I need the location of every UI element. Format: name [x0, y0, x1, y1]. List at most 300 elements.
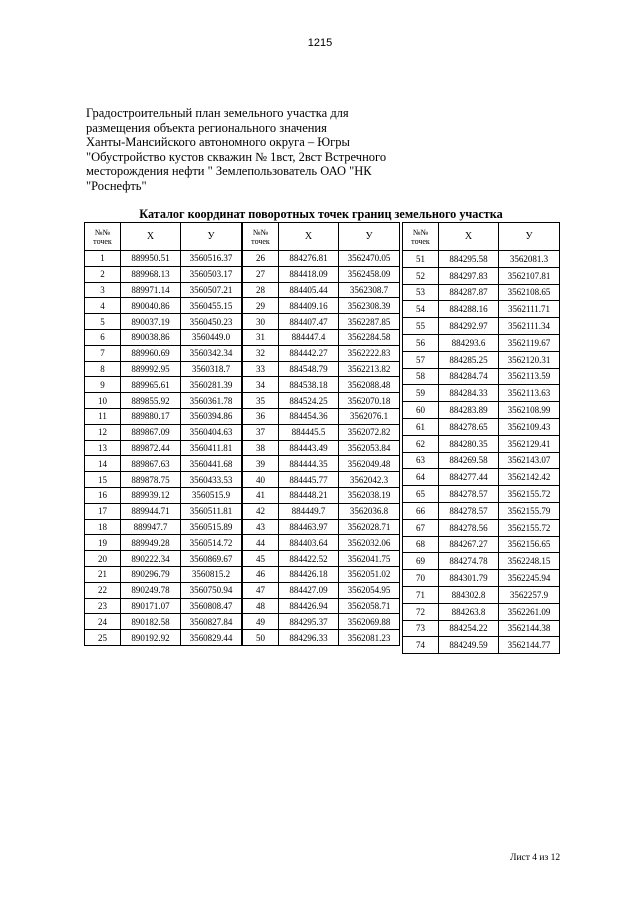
col-header-x: X — [279, 223, 339, 251]
y-coordinate-cell: 3562041.75 — [339, 551, 400, 567]
y-coordinate-cell: 3560827.84 — [181, 614, 242, 630]
x-coordinate-cell: 884285.25 — [439, 351, 499, 368]
x-coordinate-cell: 884267.27 — [439, 536, 499, 553]
point-number-cell: 15 — [85, 472, 121, 488]
table-row — [85, 329, 242, 345]
y-coordinate-cell: 3560815.2 — [181, 566, 242, 582]
point-number-cell: 24 — [85, 614, 121, 630]
x-coordinate-cell: 889878.75 — [121, 472, 181, 488]
table-row — [403, 385, 560, 402]
y-coordinate-cell: 3562111.71 — [499, 301, 560, 318]
table-row — [85, 503, 242, 519]
header-line: "Роснефть" — [86, 178, 147, 193]
x-coordinate-cell: 884426.94 — [279, 598, 339, 614]
x-coordinate-cell: 884274.78 — [439, 553, 499, 570]
point-number-cell: 41 — [243, 487, 279, 503]
table-row — [403, 570, 560, 587]
table-row — [243, 487, 400, 503]
table-row — [243, 503, 400, 519]
table-row — [403, 502, 560, 519]
table-row — [403, 603, 560, 620]
x-coordinate-cell: 884449.7 — [279, 503, 339, 519]
point-number-cell: 53 — [403, 284, 439, 301]
table-row — [85, 408, 242, 424]
x-coordinate-cell: 884445.5 — [279, 424, 339, 440]
table-row — [403, 368, 560, 385]
point-number-cell: 23 — [85, 598, 121, 614]
point-number-cell: 32 — [243, 345, 279, 361]
point-number-cell: 30 — [243, 314, 279, 330]
point-number-cell: 18 — [85, 519, 121, 535]
table-row — [243, 519, 400, 535]
x-coordinate-cell: 884301.79 — [439, 570, 499, 587]
point-number-cell: 56 — [403, 334, 439, 351]
table-row — [85, 314, 242, 330]
point-number-cell: 26 — [243, 251, 279, 267]
point-number-cell: 49 — [243, 614, 279, 630]
y-coordinate-cell: 3560515.9 — [181, 487, 242, 503]
page-number: 1215 — [307, 37, 333, 49]
y-coordinate-cell: 3562113.59 — [499, 368, 560, 385]
point-number-cell: 3 — [85, 282, 121, 298]
table-row — [85, 551, 242, 567]
table-title: Каталог координат поворотных точек границ земельного участка — [139, 207, 503, 221]
table-row — [243, 472, 400, 488]
x-coordinate-cell: 884278.65 — [439, 418, 499, 435]
point-number-cell: 46 — [243, 566, 279, 582]
y-coordinate-cell: 3562054.95 — [339, 582, 400, 598]
point-number-cell: 63 — [403, 452, 439, 469]
y-coordinate-cell: 3560404.63 — [181, 424, 242, 440]
y-coordinate-cell: 3562042.3 — [339, 472, 400, 488]
x-coordinate-cell: 884263.8 — [439, 603, 499, 620]
x-coordinate-cell: 884276.81 — [279, 251, 339, 267]
table-row — [243, 535, 400, 551]
table-row — [85, 566, 242, 582]
x-coordinate-cell: 884463.97 — [279, 519, 339, 535]
x-coordinate-cell: 884295.58 — [439, 251, 499, 268]
y-coordinate-cell: 3562248.15 — [499, 553, 560, 570]
x-coordinate-cell: 889968.13 — [121, 266, 181, 282]
table-row — [85, 487, 242, 503]
x-coordinate-cell: 884278.56 — [439, 519, 499, 536]
col-header-number: №№ точек — [85, 223, 121, 251]
col-header-y: У — [499, 223, 560, 251]
table-row — [403, 284, 560, 301]
y-coordinate-cell: 3562155.72 — [499, 486, 560, 503]
y-coordinate-cell: 3562156.65 — [499, 536, 560, 553]
x-coordinate-cell: 884409.16 — [279, 298, 339, 314]
point-number-cell: 31 — [243, 329, 279, 345]
y-coordinate-cell: 3562222.83 — [339, 345, 400, 361]
x-coordinate-cell: 884254.22 — [439, 620, 499, 637]
point-number-cell: 57 — [403, 351, 439, 368]
col-header-number: №№ точек — [403, 223, 439, 251]
point-number-cell: 7 — [85, 345, 121, 361]
x-coordinate-cell: 890038.86 — [121, 329, 181, 345]
y-coordinate-cell: 3562053.84 — [339, 440, 400, 456]
coordinates-table-1 — [84, 222, 242, 646]
x-coordinate-cell: 890037.19 — [121, 314, 181, 330]
y-coordinate-cell: 3562076.1 — [339, 408, 400, 424]
x-coordinate-cell: 884524.25 — [279, 393, 339, 409]
point-number-cell: 48 — [243, 598, 279, 614]
y-coordinate-cell: 3560516.37 — [181, 251, 242, 267]
table-row — [403, 536, 560, 553]
x-coordinate-cell: 884444.35 — [279, 456, 339, 472]
point-number-cell: 67 — [403, 519, 439, 536]
point-number-cell: 50 — [243, 630, 279, 646]
point-number-cell: 35 — [243, 393, 279, 409]
y-coordinate-cell: 3562081.23 — [339, 630, 400, 646]
table-row — [243, 329, 400, 345]
x-coordinate-cell: 884278.57 — [439, 502, 499, 519]
x-coordinate-cell: 884292.97 — [439, 318, 499, 335]
y-coordinate-cell: 3562070.18 — [339, 393, 400, 409]
point-number-cell: 39 — [243, 456, 279, 472]
table-row — [403, 301, 560, 318]
y-coordinate-cell: 3562213.82 — [339, 361, 400, 377]
table-row — [403, 519, 560, 536]
point-number-cell: 27 — [243, 266, 279, 282]
table-row — [243, 314, 400, 330]
y-coordinate-cell: 3560455.15 — [181, 298, 242, 314]
point-number-cell: 58 — [403, 368, 439, 385]
x-coordinate-cell: 884418.09 — [279, 266, 339, 282]
table-row — [85, 598, 242, 614]
header-line: месторождения нефти " Землепользователь ОАО "НК — [86, 164, 372, 178]
y-coordinate-cell: 3562038.19 — [339, 487, 400, 503]
x-coordinate-cell: 890171.07 — [121, 598, 181, 614]
point-number-cell: 45 — [243, 551, 279, 567]
table-row — [243, 251, 400, 267]
y-coordinate-cell: 3562155.79 — [499, 502, 560, 519]
x-coordinate-cell: 889965.61 — [121, 377, 181, 393]
point-number-cell: 52 — [403, 267, 439, 284]
y-coordinate-cell: 3562113.63 — [499, 385, 560, 402]
point-number-cell: 8 — [85, 361, 121, 377]
x-coordinate-cell: 884445.77 — [279, 472, 339, 488]
table-row — [403, 402, 560, 419]
point-number-cell: 22 — [85, 582, 121, 598]
table-row — [403, 418, 560, 435]
x-coordinate-cell: 889960.69 — [121, 345, 181, 361]
table-row — [403, 469, 560, 486]
point-number-cell: 55 — [403, 318, 439, 335]
point-number-cell: 65 — [403, 486, 439, 503]
point-number-cell: 43 — [243, 519, 279, 535]
y-coordinate-cell: 3562144.38 — [499, 620, 560, 637]
table-row — [85, 377, 242, 393]
x-coordinate-cell: 889971.14 — [121, 282, 181, 298]
x-coordinate-cell: 889947.7 — [121, 519, 181, 535]
y-coordinate-cell: 3562051.02 — [339, 566, 400, 582]
x-coordinate-cell: 884407.47 — [279, 314, 339, 330]
table-row — [85, 251, 242, 267]
y-coordinate-cell: 3560394.86 — [181, 408, 242, 424]
x-coordinate-cell: 889867.09 — [121, 424, 181, 440]
point-number-cell: 38 — [243, 440, 279, 456]
point-number-cell: 60 — [403, 402, 439, 419]
y-coordinate-cell: 3562069.88 — [339, 614, 400, 630]
y-coordinate-cell: 3560511.81 — [181, 503, 242, 519]
point-number-cell: 13 — [85, 440, 121, 456]
col-header-y: У — [181, 223, 242, 251]
point-number-cell: 28 — [243, 282, 279, 298]
y-coordinate-cell: 3562108.99 — [499, 402, 560, 419]
x-coordinate-cell: 884454.36 — [279, 408, 339, 424]
point-number-cell: 34 — [243, 377, 279, 393]
point-number-cell: 61 — [403, 418, 439, 435]
table-row — [403, 435, 560, 452]
y-coordinate-cell: 3562129.41 — [499, 435, 560, 452]
point-number-cell: 62 — [403, 435, 439, 452]
y-coordinate-cell: 3560515.89 — [181, 519, 242, 535]
y-coordinate-cell: 3560750.94 — [181, 582, 242, 598]
x-coordinate-cell: 884284.74 — [439, 368, 499, 385]
table-row — [243, 408, 400, 424]
x-coordinate-cell: 884287.87 — [439, 284, 499, 301]
table-row — [85, 345, 242, 361]
y-coordinate-cell: 3562081.3 — [499, 251, 560, 268]
x-coordinate-cell: 884427.09 — [279, 582, 339, 598]
y-coordinate-cell: 3560503.17 — [181, 266, 242, 282]
table-row — [403, 334, 560, 351]
y-coordinate-cell: 3562032.06 — [339, 535, 400, 551]
table-row — [403, 318, 560, 335]
point-number-cell: 11 — [85, 408, 121, 424]
table-row — [403, 637, 560, 654]
x-coordinate-cell: 884277.44 — [439, 469, 499, 486]
point-number-cell: 64 — [403, 469, 439, 486]
table-row — [403, 486, 560, 503]
point-number-cell: 37 — [243, 424, 279, 440]
x-coordinate-cell: 890296.79 — [121, 566, 181, 582]
table-row — [243, 266, 400, 282]
x-coordinate-cell: 890249.78 — [121, 582, 181, 598]
point-number-cell: 2 — [85, 266, 121, 282]
point-number-cell: 14 — [85, 456, 121, 472]
point-number-cell: 72 — [403, 603, 439, 620]
table-row — [403, 351, 560, 368]
point-number-cell: 36 — [243, 408, 279, 424]
x-coordinate-cell: 889950.51 — [121, 251, 181, 267]
table-row — [243, 298, 400, 314]
document-header — [86, 106, 416, 193]
x-coordinate-cell: 884296.33 — [279, 630, 339, 646]
point-number-cell: 20 — [85, 551, 121, 567]
point-number-cell: 59 — [403, 385, 439, 402]
sheet-counter: Лист 4 из 12 — [510, 853, 561, 863]
y-coordinate-cell: 3562119.67 — [499, 334, 560, 351]
y-coordinate-cell: 3562287.85 — [339, 314, 400, 330]
y-coordinate-cell: 3562049.48 — [339, 456, 400, 472]
point-number-cell: 10 — [85, 393, 121, 409]
x-coordinate-cell: 890182.58 — [121, 614, 181, 630]
y-coordinate-cell: 3560450.23 — [181, 314, 242, 330]
y-coordinate-cell: 3562257.9 — [499, 586, 560, 603]
x-coordinate-cell: 890222.34 — [121, 551, 181, 567]
table-row — [243, 345, 400, 361]
x-coordinate-cell: 889992.95 — [121, 361, 181, 377]
table-row — [243, 361, 400, 377]
y-coordinate-cell: 3562108.65 — [499, 284, 560, 301]
x-coordinate-cell: 884538.18 — [279, 377, 339, 393]
point-number-cell: 66 — [403, 502, 439, 519]
table-row — [403, 267, 560, 284]
y-coordinate-cell: 3562470.05 — [339, 251, 400, 267]
table-row — [85, 519, 242, 535]
y-coordinate-cell: 3562111.34 — [499, 318, 560, 335]
x-coordinate-cell: 889872.44 — [121, 440, 181, 456]
point-number-cell: 47 — [243, 582, 279, 598]
table-row — [403, 586, 560, 603]
table-row — [243, 582, 400, 598]
point-number-cell: 54 — [403, 301, 439, 318]
y-coordinate-cell: 3562142.42 — [499, 469, 560, 486]
col-header-number: №№ точек — [243, 223, 279, 251]
x-coordinate-cell: 884293.6 — [439, 334, 499, 351]
x-coordinate-cell: 884288.16 — [439, 301, 499, 318]
y-coordinate-cell: 3560318.7 — [181, 361, 242, 377]
table-row — [243, 566, 400, 582]
x-coordinate-cell: 889949.28 — [121, 535, 181, 551]
table-row — [85, 298, 242, 314]
point-number-cell: 73 — [403, 620, 439, 637]
y-coordinate-cell: 3562028.71 — [339, 519, 400, 535]
x-coordinate-cell: 884443.49 — [279, 440, 339, 456]
col-header-x: X — [121, 223, 181, 251]
table-row — [243, 630, 400, 646]
table-row — [85, 393, 242, 409]
x-coordinate-cell: 890040.86 — [121, 298, 181, 314]
y-coordinate-cell: 3562308.7 — [339, 282, 400, 298]
point-number-cell: 16 — [85, 487, 121, 503]
y-coordinate-cell: 3560869.67 — [181, 551, 242, 567]
x-coordinate-cell: 884422.52 — [279, 551, 339, 567]
y-coordinate-cell: 3562036.8 — [339, 503, 400, 519]
coordinates-table-3 — [402, 222, 560, 654]
table-row — [403, 452, 560, 469]
header-line: размещения объекта регионального значения — [86, 120, 327, 135]
point-number-cell: 29 — [243, 298, 279, 314]
point-number-cell: 51 — [403, 251, 439, 268]
y-coordinate-cell: 3562144.77 — [499, 637, 560, 654]
point-number-cell: 40 — [243, 472, 279, 488]
table-row — [243, 377, 400, 393]
y-coordinate-cell: 3560281.39 — [181, 377, 242, 393]
y-coordinate-cell: 3562120.31 — [499, 351, 560, 368]
header-line: "Обустройство кустов скважин № 1вст, 2вст Встречного — [86, 149, 387, 164]
x-coordinate-cell: 889944.71 — [121, 503, 181, 519]
y-coordinate-cell: 3562458.09 — [339, 266, 400, 282]
point-number-cell: 74 — [403, 637, 439, 654]
table-row — [243, 424, 400, 440]
header-line: Градостроительный план земельного участка для — [86, 106, 349, 120]
table-row — [243, 456, 400, 472]
x-coordinate-cell: 884295.37 — [279, 614, 339, 630]
x-coordinate-cell: 884283.89 — [439, 402, 499, 419]
y-coordinate-cell: 3562245.94 — [499, 570, 560, 587]
x-coordinate-cell: 889880.17 — [121, 408, 181, 424]
point-number-cell: 69 — [403, 553, 439, 570]
x-coordinate-cell: 890192.92 — [121, 630, 181, 646]
point-number-cell: 70 — [403, 570, 439, 587]
coordinates-table-2 — [242, 222, 400, 646]
point-number-cell: 42 — [243, 503, 279, 519]
x-coordinate-cell: 884442.27 — [279, 345, 339, 361]
y-coordinate-cell: 3562109.43 — [499, 418, 560, 435]
y-coordinate-cell: 3562058.71 — [339, 598, 400, 614]
x-coordinate-cell: 889939.12 — [121, 487, 181, 503]
point-number-cell: 19 — [85, 535, 121, 551]
table-row — [243, 551, 400, 567]
point-number-cell: 21 — [85, 566, 121, 582]
y-coordinate-cell: 3562088.48 — [339, 377, 400, 393]
header-line: Ханты-Мансийского автономного округа – Югры — [86, 135, 350, 149]
y-coordinate-cell: 3560411.81 — [181, 440, 242, 456]
coordinates-tables — [84, 222, 560, 651]
x-coordinate-cell: 884403.64 — [279, 535, 339, 551]
x-coordinate-cell: 884447.4 — [279, 329, 339, 345]
point-number-cell: 5 — [85, 314, 121, 330]
table-row — [85, 361, 242, 377]
y-coordinate-cell: 3560361.78 — [181, 393, 242, 409]
point-number-cell: 68 — [403, 536, 439, 553]
y-coordinate-cell: 3562143.07 — [499, 452, 560, 469]
y-coordinate-cell: 3562072.82 — [339, 424, 400, 440]
table-row — [403, 620, 560, 637]
table-row — [85, 630, 242, 646]
point-number-cell: 44 — [243, 535, 279, 551]
table-row — [85, 282, 242, 298]
y-coordinate-cell: 3562308.39 — [339, 298, 400, 314]
point-number-cell: 12 — [85, 424, 121, 440]
point-number-cell: 4 — [85, 298, 121, 314]
table-row — [85, 440, 242, 456]
table-row — [85, 456, 242, 472]
x-coordinate-cell: 884278.57 — [439, 486, 499, 503]
y-coordinate-cell: 3560514.72 — [181, 535, 242, 551]
point-number-cell: 9 — [85, 377, 121, 393]
x-coordinate-cell: 889855.92 — [121, 393, 181, 409]
table-row — [243, 598, 400, 614]
point-number-cell: 71 — [403, 586, 439, 603]
y-coordinate-cell: 3560342.34 — [181, 345, 242, 361]
point-number-cell: 25 — [85, 630, 121, 646]
col-header-y: У — [339, 223, 400, 251]
y-coordinate-cell: 3562107.81 — [499, 267, 560, 284]
x-coordinate-cell: 884448.21 — [279, 487, 339, 503]
table-row — [85, 535, 242, 551]
table-row — [85, 472, 242, 488]
table-row — [403, 553, 560, 570]
x-coordinate-cell: 884405.44 — [279, 282, 339, 298]
table-row — [85, 266, 242, 282]
table-row — [85, 582, 242, 598]
col-header-x: X — [439, 223, 499, 251]
y-coordinate-cell: 3562155.72 — [499, 519, 560, 536]
x-coordinate-cell: 884426.18 — [279, 566, 339, 582]
y-coordinate-cell: 3560433.53 — [181, 472, 242, 488]
point-number-cell: 33 — [243, 361, 279, 377]
y-coordinate-cell: 3560441.68 — [181, 456, 242, 472]
x-coordinate-cell: 884284.33 — [439, 385, 499, 402]
y-coordinate-cell: 3560449.0 — [181, 329, 242, 345]
x-coordinate-cell: 884249.59 — [439, 637, 499, 654]
y-coordinate-cell: 3560808.47 — [181, 598, 242, 614]
table-row — [85, 614, 242, 630]
